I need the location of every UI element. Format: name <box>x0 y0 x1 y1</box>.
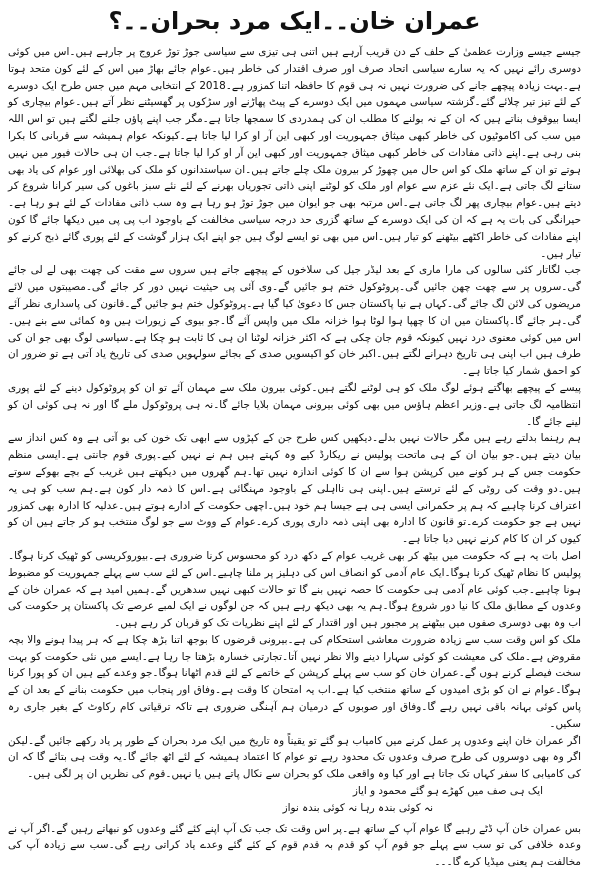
verse-block <box>6 783 543 817</box>
verse-line: ایک ہی صف میں کھڑے ہو گئے محمود و ایاز <box>352 785 543 798</box>
article-paragraph: پیسے کے پیچھے بھاگتے ہوئے لوگ ملک کو ہی لوٹنے لگتے ہیں۔کوئی بیرون ملک سے مہمان آئے تو ان کو پروٹوکول دینے کے لئے پوری انتظامیہ لگ جاتی ہے۔وزیر اعظم ہاؤس میں بھی کوئی بیرونی مہمان بلایا جائے گا۔نہ ہی پروٹوکول ملے گا اور نہ ہی کوئی ان کو لینے جائے گا۔ <box>8 381 581 428</box>
article-page <box>6 4 583 889</box>
article-paragraph: جب لگاتار کئی سالوں کی مارا ماری کے بعد لیڈر جیل کی سلاخوں کے پیچھے جاتے ہیں سروں سے مقت کی چھت بھی لے لی جائے گی۔سروں پر سے چھت چھن جائیں گی۔پروٹوکول ختم ہو جائیں گے۔وی آئی پی حیثیت نہیں دور کر جائے گی۔مصیبتوں میں لائے مریضوں کی لائن لگ جائے گی۔کہاں ہے نیا پاکستان جس کا دعویٰ کیا گیا ہے۔پروٹوکول ختم ہو جائیں گے۔قانون کی پاسداری نظر آئے گی۔ہر جائے گا۔پاکستان میں ان کا چھپا ہوا لوٹا ہوا خزانہ ملک میں واپس آئے گا۔جو بیوی کے زیورات ہیں وہ کمائی سے بنے ہیں۔اس میں کوئی معنوی درد نہیں کیونکہ قوم جان چکی ہے کہ اکثر خزانہ لوٹنا ان ہی کا ثابت ہو چکا ہے۔سیاسی لوگ بھی جو ان کی طرف ہیں اب اپنی ہی تاریخ دہرانے لگتے ہیں۔اکبر خان کو اکیسویں صدی کے بجائے سولہویں صدی کی تاریخ یاد آتی ہے تو ضرور ان کو احمق شمار کیا جاتا ہے۔ <box>8 264 581 378</box>
article-paragraph: اصل بات یہ ہے کہ حکومت میں بیٹھ کر بھی غریب عوام کے دکھ درد کو محسوس کرنا ضروری ہے۔بیوروکریسی کو ٹھیک کرنا ہوگا۔پولیس کا نظام ٹھیک کرنا ہوگا۔ایک عام آدمی کو انصاف اس کی دہلیز پر ملنا چاہیے۔اس کے لئے سب سے پہلے جمہوریت کو مضبوط ہونا چاہیے۔جب کوئی عام آدمی ہی حکومت کا حصہ نہیں بنے گا تو حالات کبھی نہیں سدھریں گے۔ہمیں امید ہے کہ عمران خان کے وعدوں کے مطابق ملک کا نیا دور شروع ہوگا۔ہم یہ بھی دیکھ رہے ہیں کہ جن لوگوں نے ایک لمبے عرصے تک پاکستان پر حکومت کی اب وہ بھی دوسری صفوں میں بیٹھنے پر مجبور ہیں اور اقتدار کے لئے اپنے نظریات تک کو قربان کر رہے ہیں۔ <box>8 549 581 630</box>
article-paragraph: جیسے جیسے وزارت عظمیٰ کے حلف کے دن قریب آرہے ہیں اتنی ہی تیزی سے سیاسی جوڑ توڑ عروج پر جارہے ہیں۔اس میں کوئی دوسری رائے نہیں کہ یہ سارے سیاسی اتحاد صرف اور صرف اقتدار کی خاطر ہیں۔عوام جائے بھاڑ میں اس کے لئے کون متحد ہوتا ہے۔بہت زیادہ پیچھے جانے کی ضرورت نہیں نہ ہی قوم کا حافظہ اتنا کمزور ہے۔2018 کے انتخابی مہم میں جس طرح ایک دوسرے کے لئے تیز تیر چلائے گئے۔گزشتہ سیاسی مہموں میں ایک دوسرے کے پیٹ پھاڑنے اور سڑکوں پر گھسیٹنے نظر آتے ہیں۔عوام بیچاری کو ایسا بیوقوف بناتے ہیں کہ ان کے نہ بولنے کا مطلب ان کی ہمدردی کا سمجھا جاتا ہے۔مگر جب اپنے پاؤں جلنے لگتے ہیں تو اس اللہ میں سب کی اکاموٹیوں کی خاطر کبھی میثاق جمہوریت اور کبھی این آر او کرا لیا جاتا ہے۔کیونکہ عوام ہمیشہ سے قربانی کا بکرا بنی رہی ہے۔اپنے ذاتی مفادات کی خاطر کبھی میثاق جمہوریت اور کبھی این آر او کرا لیا جاتا ہے۔جب ان ہی حالات فیور میں نہیں ہوتے تو ان کے ساتھ ملک کو اس حال میں چھوڑ کر بیرون ملک چلے جاتے ہیں۔ان سیاستدانوں کو ملک کی بھلائی اور عوام کی یاد بھی ستانے لگ جاتی ہے۔ایک نئے عزم سے عوام اور ملک کو لوٹنے اپنی ذاتی تجوریاں بھرنے کے لئے نئے سبز باغوں کی سیر کرانا شروع کر دیتے ہیں۔عوام بیچاری پھر لگ جاتی ہے۔اس مرتبہ بھی جو ایوان میں جوڑ توڑ ہو رہا ہے وہ سب ذاتی مفادات کے لئے ہو رہا ہے۔حیرانگی کی بات یہ ہے کہ ان کی ایک دوسرے کے ساتھ گزری حد درجہ سیاسی مخالفت کے باوجود اب پی پی میں دیکھا جائے گا کون اپنے مفادات کی خاطر اکٹھے بیٹھنے کو تیار ہیں۔اس میں بھی تو ایسے لوگ ہیں جو اپنے ایک ہزار گوشت کے لئے پوری گائے ذبح کرنے کو تیار ہیں۔ <box>8 46 581 260</box>
article-paragraph: ملک کو اس وقت سب سے زیادہ ضرورت معاشی استحکام کی ہے۔بیرونی قرضوں کا بوجھ اتنا بڑھ چکا ہے کہ ہر پیدا ہونے والا بچہ مقروض ہے۔ملک کی معیشت کو کوئی سہارا دینے والا نظر نہیں آتا۔تجارتی خسارہ بڑھتا جا رہا ہے۔ایسے میں نئی حکومت کو بہت سخت فیصلے کرنے ہوں گے۔عمران خان کو سب سے پہلے کرپشن کے خاتمے کے لئے قدم اٹھانا ہوگا۔جو وعدے کیے ہیں ان کو پورا کرنا ہوگا۔عوام نے ان کو بڑی امیدوں کے ساتھ منتخب کیا ہے۔اب یہ امتحان کا وقت ہے۔وفاق اور پنجاب میں حکومت بنانے کے بعد ان کے پاس کوئی بہانہ باقی نہیں رہے گا۔وفاق اور صوبوں کے درمیان ہم آہنگی ضروری ہے تاکہ ترقیاتی کام رکاوٹ کے بغیر جاری رہ سکیں۔ <box>8 633 581 730</box>
article-title: عمران خان۔۔ایک مرد بحران۔۔؟ <box>108 7 481 35</box>
article-paragraph: اگر عمران خان اپنے وعدوں پر عمل کرنے میں کامیاب ہو گئے تو یقیناً وہ تاریخ میں ایک مرد بحران کے طور پر یاد رکھے جائیں گے۔لیکن اگر وہ بھی دوسروں کی طرح صرف وعدوں تک محدود رہے تو عوام کا اعتماد ہمیشہ کے لئے اٹھ جائے گا۔یہ وقت ہی بتائے گا کہ ان کی کامیابی کا سفر کہاں تک جاتا ہے اور کیا وہ واقعی ملک کو بحران سے نکال پاتے ہیں یا نہیں۔قوم کی نظریں ان پر لگی ہیں۔ <box>8 734 581 781</box>
article-body <box>6 44 583 783</box>
article-paragraph: ہم رہنما بدلتے رہے ہیں مگر حالات نہیں بدلے۔دیکھیں کس طرح جن کے کپڑوں سے ابھی تک خون کی بو آتی ہے وہ کس انداز سے بیان دیتے ہیں۔جو بیان ان کے ہی ماتحت پولیس نے ریکارڈ کیے وہ کہتے ہیں ہم نے نہیں کیے۔پوری قوم جانتی ہے۔ایسی منظم حکومت جس کے ہر کونے میں کرپشن ہوا سے ان کا کوئی اندازہ نہیں تھا۔ہم گھروں میں دیکھتے ہیں غریب کے بچے بھوکے سوتے ہیں۔دو وقت کی روٹی کے لئے ترستے ہیں۔اپنی ہی نااہلی کے باوجود مہنگائی ہے۔اس کا ذمہ دار کون ہے۔ہم سب کو ہی یہ اعتراف کرنا چاہیے کہ ہم پر حکمرانی ایسی ہی ہے جیسا ہم خود ہیں۔اچھی حکومت کے ادارے ہوتے ہیں۔عدلیہ کا ادارہ بھی کمزور نہیں ہے جو حکومت کرے۔تو قانون کا ادارہ بھی اپنی ذمہ داری پوری کرے۔عوام کے ووٹ سے جو لوگ منتخب ہو کر جاتے ہیں ان کو کیوں کر ان کا کام کرنے نہیں دیا جاتا ہے۔ <box>8 432 581 546</box>
verse-line: نہ کوئی بندہ رہا نہ کوئی بندہ نواز <box>282 801 433 814</box>
closing-paragraph: بس عمران خان آپ ڈٹے رہیے گا عوام آپ کے ساتھ ہے۔پر اس وقت تک جب تک آپ اپنے کئے گئے وعدوں کو نبھاتے رہیں گے۔اگر آپ نے وعدہ خلافی کی تو سب سے پہلے جو قوم آپ کو قدم بہ قدم قوم کے کئے گئے وعدے یاد کراتی رہے گی۔سب سے زیادہ آپ کی مخالفت ہم یعنی میڈیا کرے گا۔۔۔ <box>8 822 581 869</box>
